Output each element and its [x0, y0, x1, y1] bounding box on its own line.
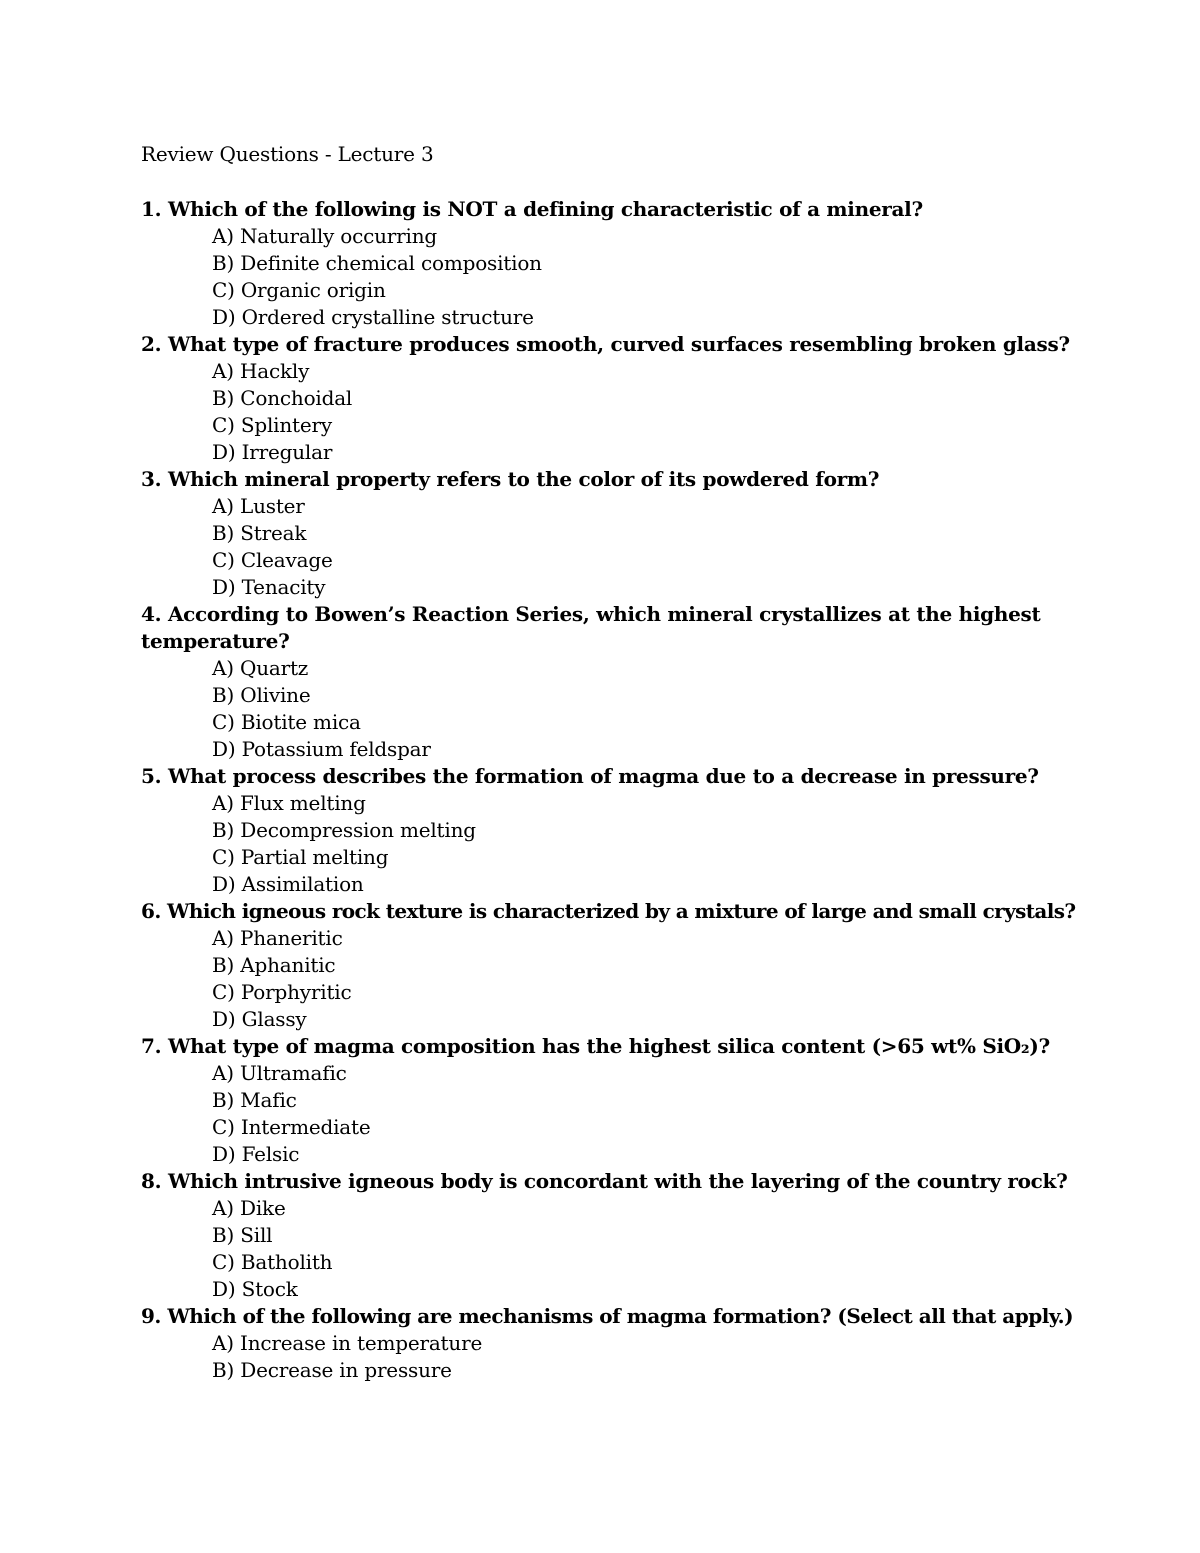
- answer-options: [141, 790, 1081, 898]
- question-9: [141, 1303, 1081, 1384]
- question-4: [141, 601, 1081, 763]
- question-text: 7. What type of magma composition has the highest silica content (>65 wt% SiO₂)?: [141, 1034, 1050, 1058]
- question-text: 8. Which intrusive igneous body is concordant with the layering of the country rock?: [141, 1169, 1068, 1193]
- answer-option: D) Tenacity: [212, 575, 326, 599]
- question-1: [141, 196, 1081, 331]
- answer-option: C) Organic origin: [212, 278, 386, 302]
- answer-option: A) Quartz: [212, 656, 309, 680]
- answer-option: C) Batholith: [212, 1250, 333, 1274]
- answer-option: B) Streak: [212, 521, 307, 545]
- question-7: [141, 1033, 1081, 1168]
- answer-option: A) Naturally occurring: [212, 224, 438, 248]
- answer-option: A) Phaneritic: [212, 926, 343, 950]
- answer-option: B) Sill: [212, 1223, 273, 1247]
- question-text: 5. What process describes the formation of magma due to a decrease in pressure?: [141, 764, 1039, 788]
- answer-options: [141, 1330, 1081, 1384]
- answer-option: C) Intermediate: [212, 1115, 371, 1139]
- document-body: [141, 141, 1081, 1384]
- answer-option: B) Aphanitic: [212, 953, 336, 977]
- answer-options: [141, 1060, 1081, 1168]
- answer-options: [141, 358, 1081, 466]
- answer-option: B) Decompression melting: [212, 818, 476, 842]
- question-text: 3. Which mineral property refers to the color of its powdered form?: [141, 467, 880, 491]
- answer-option: B) Mafic: [212, 1088, 297, 1112]
- document-title: Review Questions - Lecture 3: [141, 142, 434, 166]
- question-text: 1. Which of the following is NOT a defining characteristic of a mineral?: [141, 197, 923, 221]
- answer-option: C) Biotite mica: [212, 710, 361, 734]
- question-5: [141, 763, 1081, 898]
- answer-option: D) Felsic: [212, 1142, 300, 1166]
- answer-options: [141, 1195, 1081, 1303]
- answer-options: [141, 223, 1081, 331]
- answer-option: D) Assimilation: [212, 872, 364, 896]
- question-text: 2. What type of fracture produces smooth, curved surfaces resembling broken glass?: [141, 332, 1070, 356]
- answer-options: [141, 655, 1081, 763]
- answer-option: C) Cleavage: [212, 548, 333, 572]
- question-8: [141, 1168, 1081, 1303]
- answer-options: [141, 925, 1081, 1033]
- answer-option: C) Splintery: [212, 413, 332, 437]
- question-6: [141, 898, 1081, 1033]
- answer-option: D) Potassium feldspar: [212, 737, 431, 761]
- question-text: 4. According to Bowen’s Reaction Series, which mineral crystallizes at the highest temperature?: [141, 602, 1041, 653]
- answer-option: D) Irregular: [212, 440, 333, 464]
- answer-option: D) Ordered crystalline structure: [212, 305, 534, 329]
- answer-option: A) Ultramafic: [212, 1061, 347, 1085]
- answer-option: D) Stock: [212, 1277, 298, 1301]
- question-3: [141, 466, 1081, 601]
- answer-option: A) Increase in temperature: [212, 1331, 483, 1355]
- question-2: [141, 331, 1081, 466]
- answer-option: A) Hackly: [212, 359, 310, 383]
- answer-option: A) Dike: [212, 1196, 286, 1220]
- answer-options: [141, 493, 1081, 601]
- answer-option: A) Flux melting: [212, 791, 366, 815]
- answer-option: B) Olivine: [212, 683, 311, 707]
- answer-option: B) Definite chemical composition: [212, 251, 542, 275]
- answer-option: C) Partial melting: [212, 845, 389, 869]
- answer-option: C) Porphyritic: [212, 980, 352, 1004]
- answer-option: A) Luster: [212, 494, 305, 518]
- question-text: 9. Which of the following are mechanisms of magma formation? (Select all that apply.): [141, 1304, 1074, 1328]
- answer-option: D) Glassy: [212, 1007, 307, 1031]
- answer-option: B) Decrease in pressure: [212, 1358, 452, 1382]
- question-text: 6. Which igneous rock texture is characterized by a mixture of large and small crystals?: [141, 899, 1076, 923]
- answer-option: B) Conchoidal: [212, 386, 353, 410]
